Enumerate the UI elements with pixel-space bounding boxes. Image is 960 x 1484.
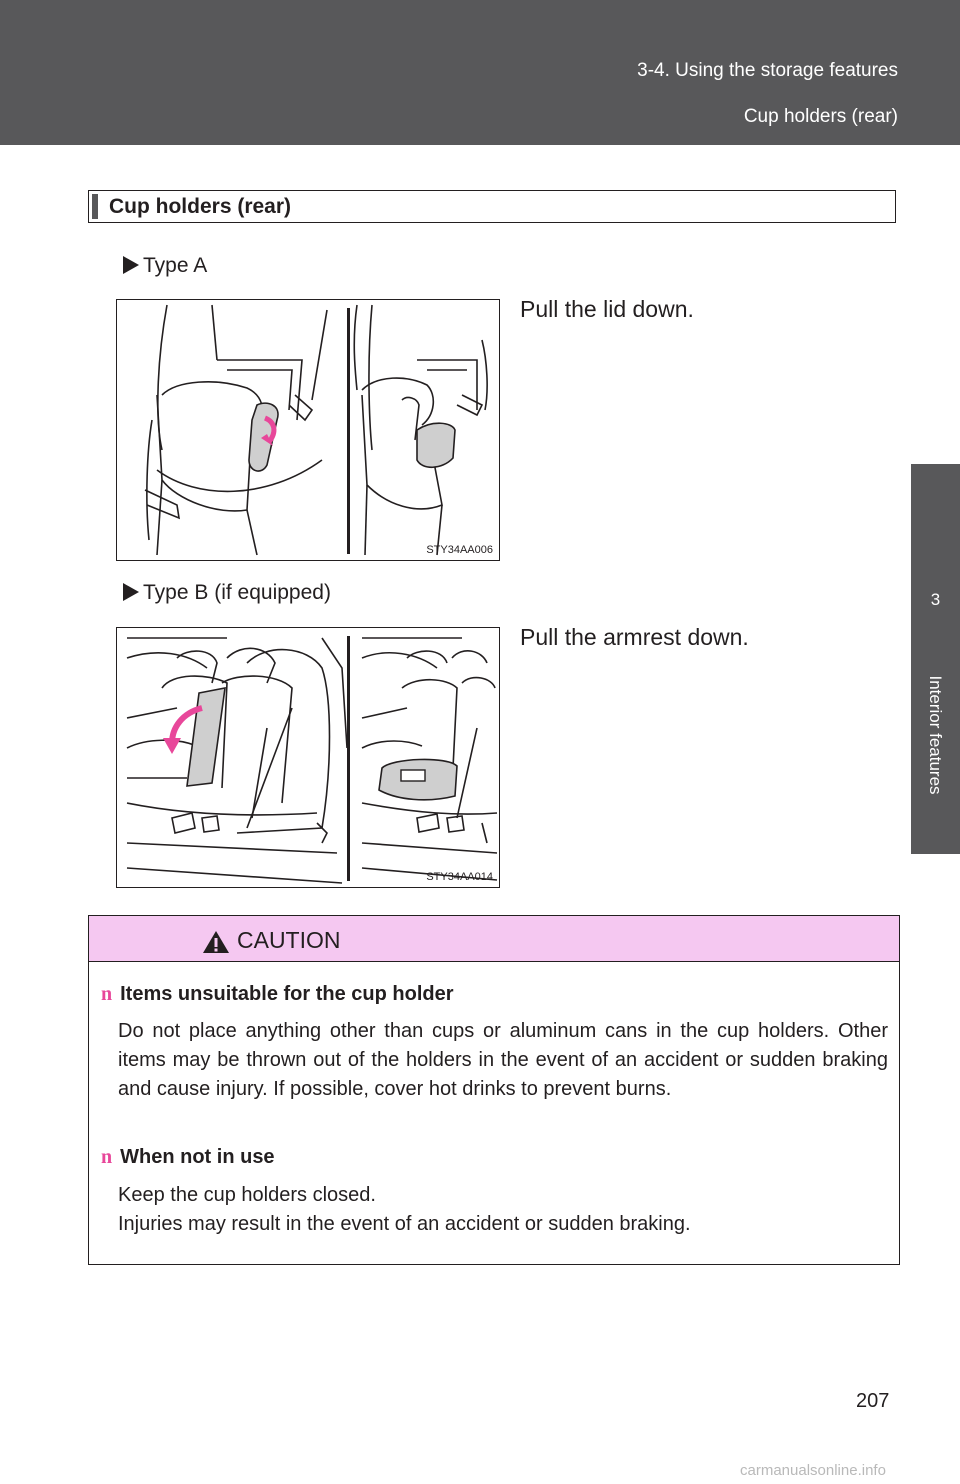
figure-code: STY34AA014 [426,871,493,883]
caution-header [89,916,899,962]
section-title-box [88,190,896,223]
chapter-title: 3-4. Using the storage features [637,60,898,81]
type-a-heading [123,254,207,278]
warning-triangle-icon [202,930,230,954]
type-b-figure [116,627,500,888]
open-lid-shape [417,423,455,467]
section-title-bar [92,194,98,219]
cup-holder-opening [401,770,425,781]
type-b-instruction: Pull the armrest down. [520,624,749,650]
caution-item-heading-text: Items unsuitable for the cup holder [120,983,454,1005]
section-running-title: Cup holders (rear) [743,106,898,127]
chapter-number: 3 [930,590,941,609]
page-header [0,0,960,145]
side-tab-highlight [911,464,960,854]
type-a-instruction: Pull the lid down. [520,296,694,322]
figure-divider [347,308,350,554]
caution-item-heading [101,983,454,1006]
bullet-marker: n [101,1146,113,1168]
pointer-arrow-icon [123,256,139,274]
section-title: Cup holders (rear) [109,195,292,218]
type-b-heading [123,581,331,605]
caution-item-heading [101,1146,275,1169]
caution-item-body [118,1181,888,1239]
armrest-up [187,688,225,786]
pointer-arrow-icon [123,583,139,601]
caution-box [88,915,900,1265]
chapter-label: Interior features [926,675,945,795]
figure-code: STY34AA006 [426,544,493,556]
caution-paragraph: Injuries may result in the event of an accident or sudden braking. [118,1213,691,1235]
type-a-heading-text: Type A [143,254,208,277]
armrest-seat-illustration [117,628,500,888]
page-number: 207 [856,1390,890,1412]
caution-item-heading-text: When not in use [120,1146,275,1168]
type-a-figure [116,299,500,561]
caution-paragraph: Do not place anything other than cups or aluminum cans in the cup holders. Other items may be thrown out of the holders in the event of an accident or sudden braking and cause injury. If possible, cover hot drinks to prevent burns. [118,1020,888,1100]
caution-title: CAUTION [237,927,341,953]
figure-divider [347,636,350,881]
bullet-marker: n [101,983,113,1005]
caution-item-body [118,1017,888,1104]
armrest-lid-illustration [117,300,500,561]
caution-paragraph: Keep the cup holders closed. [118,1184,376,1206]
watermark: carmanualsonline.info [740,1462,886,1479]
type-b-heading-text: Type B (if equipped) [143,581,331,604]
